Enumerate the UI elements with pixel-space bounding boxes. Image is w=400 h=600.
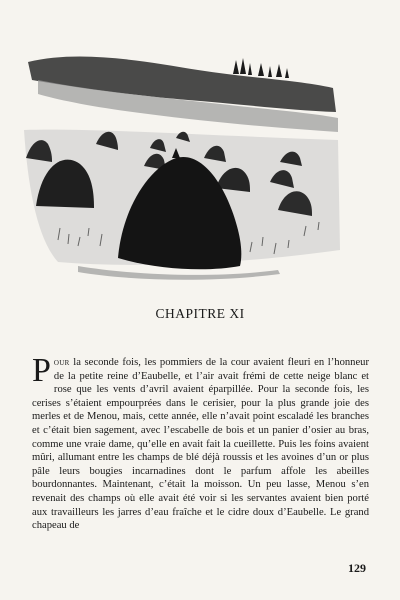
paragraph-text: la seconde fois, les pommiers de la cour avaient fleuri en l’honneur de la petite reine d’Eaubelle, et l’air avait frémi de cette neige blanc et rose que les vents d’avril avaient éparpillée. Pour la seconde fois, les cerises s’étaient empourprées dans le cerisier, pour la plus grande joie des merles et de Menou, mais, cette année, elle n’avait point escaladé les branches et c’était bien sagement, avec l’escabelle de bois et un panier d’osier au bras, comme une vraie dame, qu’elle en avait fait la cueillette. Puis les foins avaient mûri, allumant entre les champs de blé déjà roussis et les avoines d’un or plus pâle leurs bougies incarnadines dont le parfum affole les abeilles bourdonnantes. Maintenant, c’était la moisson. Un peu lasse, Menou s’en revenait des champs où elle avait été voir si les servantes avaient bien porté aux travailleurs les jarres d’eau fraîche et le cidre doux d’Eaubelle. Le grand chapeau de: [32, 357, 369, 532]
chapter-title: CHAPITRE XI: [155, 306, 245, 321]
chapter-body-text: [32, 352, 369, 533]
page-number: 129: [348, 561, 366, 575]
drop-cap: P: [32, 352, 51, 389]
haystack-illustration: [18, 40, 348, 280]
lead-word: our: [53, 357, 70, 368]
